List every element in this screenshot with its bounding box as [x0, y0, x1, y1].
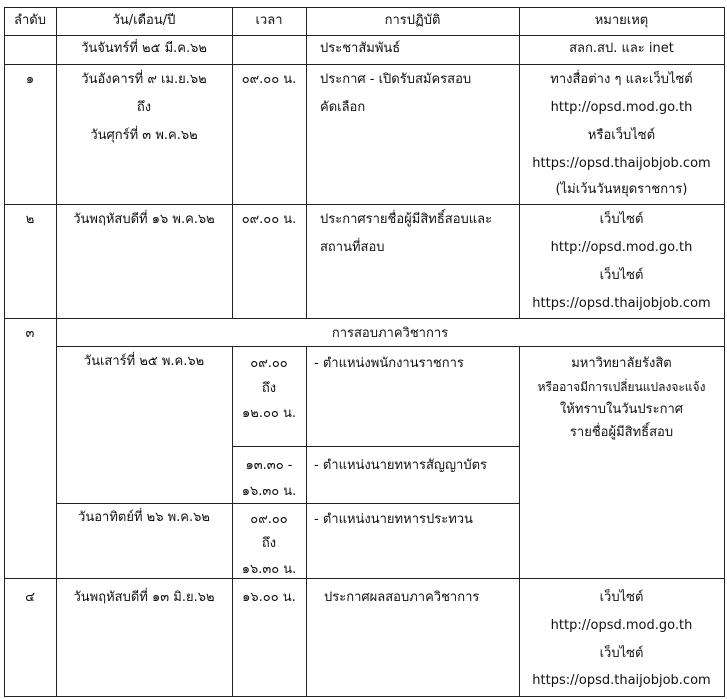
row3-no: ๓: [25, 326, 35, 341]
col-divider: [306, 346, 307, 697]
header-date: วัน/เดือน/ปี: [112, 13, 176, 28]
row3-day2-time-line1: ๐๙.๐๐: [250, 512, 288, 527]
row1-no: ๑: [25, 72, 35, 87]
row3-day1-slot1-time-line1: ๐๙.๐๐: [250, 356, 288, 371]
row3-day1-slot1-time-line3: ๑๒.๐๐ น.: [242, 406, 296, 421]
row3-day1-slot2-time-line2: ๑๖.๓๐ น.: [241, 484, 297, 499]
row1-date-line1: วันอังคารที่ ๙ เม.ย.๖๒: [81, 72, 207, 87]
row1-remark-line3: หรือเว็บไซต์: [587, 128, 656, 143]
row3-day1-date: วันเสาร์ที่ ๒๕ พ.ค.๖๒: [83, 354, 205, 369]
col-divider: [232, 7, 233, 319]
row2-action-line2: สถานที่สอบ: [320, 240, 385, 255]
row2-remark-line1: เว็บไซต์: [599, 212, 644, 227]
row1-time: ๐๙.๐๐ น.: [241, 72, 297, 87]
row1-date-line2: ถึง: [136, 100, 152, 115]
header-no: ลำดับ: [14, 13, 46, 28]
row2-date: วันพฤหัสบดีที่ ๑๖ พ.ค.๖๒: [73, 212, 215, 227]
row3-day1-slot1-time-line2: ถึง: [261, 381, 277, 396]
row1-date-line3: วันศุกร์ที่ ๓ พ.ค.๖๒: [90, 128, 198, 143]
row3-remark-line3: ให้ทราบในวันประกาศ: [559, 402, 684, 417]
header-remark: หมายเหตุ: [594, 13, 649, 28]
row1-action-line2: คัดเลือก: [320, 100, 366, 115]
row2-no: ๒: [25, 212, 35, 227]
row1-action-line1: ประกาศ - เปิดรับสมัครสอบ: [320, 72, 472, 87]
row3-day2-action: - ตำแหน่งนายทหารประทวน: [314, 512, 473, 527]
slot-divider: [232, 446, 519, 447]
row3-day2-date: วันอาทิตย์ที่ ๒๖ พ.ค.๖๒: [78, 510, 210, 525]
row-divider: [4, 64, 725, 65]
row3-day2-time-line3: ๑๖.๓๐ น.: [241, 562, 297, 577]
row4-date: วันพฤหัสบดีที่ ๑๓ มิ.ย.๖๒: [73, 590, 215, 605]
row0-action: ประชาสัมพันธ์: [320, 41, 401, 56]
row2-remark-line3: เว็บไซต์: [599, 268, 644, 283]
row2-remark-line4: https://opsd.thaijobjob.com: [532, 296, 711, 311]
row4-time: ๑๖.๐๐ น.: [242, 590, 296, 605]
row4-action: ประกาศผลสอบภาควิชาการ: [324, 590, 480, 605]
row3-day1-slot1-action: - ตำแหน่งพนักงานราชการ: [314, 356, 464, 371]
row-divider: [4, 204, 725, 205]
row1-remark-line1: ทางสื่อต่าง ๆ และเว็บไซต์: [550, 72, 693, 87]
row4-remark-line1: เว็บไซต์: [599, 590, 644, 605]
table-border-bottom: [4, 696, 725, 697]
row1-remark-line4: https://opsd.thaijobjob.com: [532, 156, 711, 171]
row4-remark-line4: https://opsd.thaijobjob.com: [532, 673, 711, 688]
row-divider: [4, 318, 725, 319]
row4-remark-line2: http://opsd.mod.go.th: [550, 618, 693, 633]
table-border-right: [724, 7, 725, 697]
row0-remark: สลก.สป. และ inet: [569, 41, 674, 56]
header-time: เวลา: [255, 13, 283, 28]
row2-time: ๐๙.๐๐ น.: [241, 212, 297, 227]
row3-day2-time-line2: ถึง: [261, 536, 277, 551]
row3-section-title: การสอบภาควิชาการ: [331, 326, 449, 341]
row1-remark-line2: http://opsd.mod.go.th: [550, 100, 693, 115]
row2-remark-line2: http://opsd.mod.go.th: [550, 240, 693, 255]
row3-remark-line4: รายชื่อผู้มีสิทธิ์สอบ: [569, 425, 674, 440]
row1-remark-line5: (ไม่เว้นวันหยุดราชการ): [555, 182, 688, 197]
row4-remark-line3: เว็บไซต์: [599, 646, 644, 661]
row3-day1-slot2-time-line1: ๑๓.๓๐ -: [245, 458, 293, 473]
row3-remark-line1: มหาวิทยาลัยรังสิต: [571, 356, 672, 371]
row0-date: วันจันทร์ที่ ๒๕ มี.ค.๖๒: [81, 41, 207, 56]
row3-remark-line2: หรืออาจมีการเปลี่ยนแปลงจะแจ้ง: [537, 380, 706, 394]
row2-action-line1: ประกาศรายชื่อผู้มีสิทธิ์สอบและ: [320, 212, 493, 227]
col-divider: [306, 7, 307, 319]
row4-no: ๔: [25, 590, 35, 605]
row3-day1-slot2-action: - ตำแหน่งนายทหารสัญญาบัตร: [314, 458, 488, 473]
header-action: การปฏิบัติ: [384, 13, 441, 28]
row-divider: [4, 578, 725, 579]
